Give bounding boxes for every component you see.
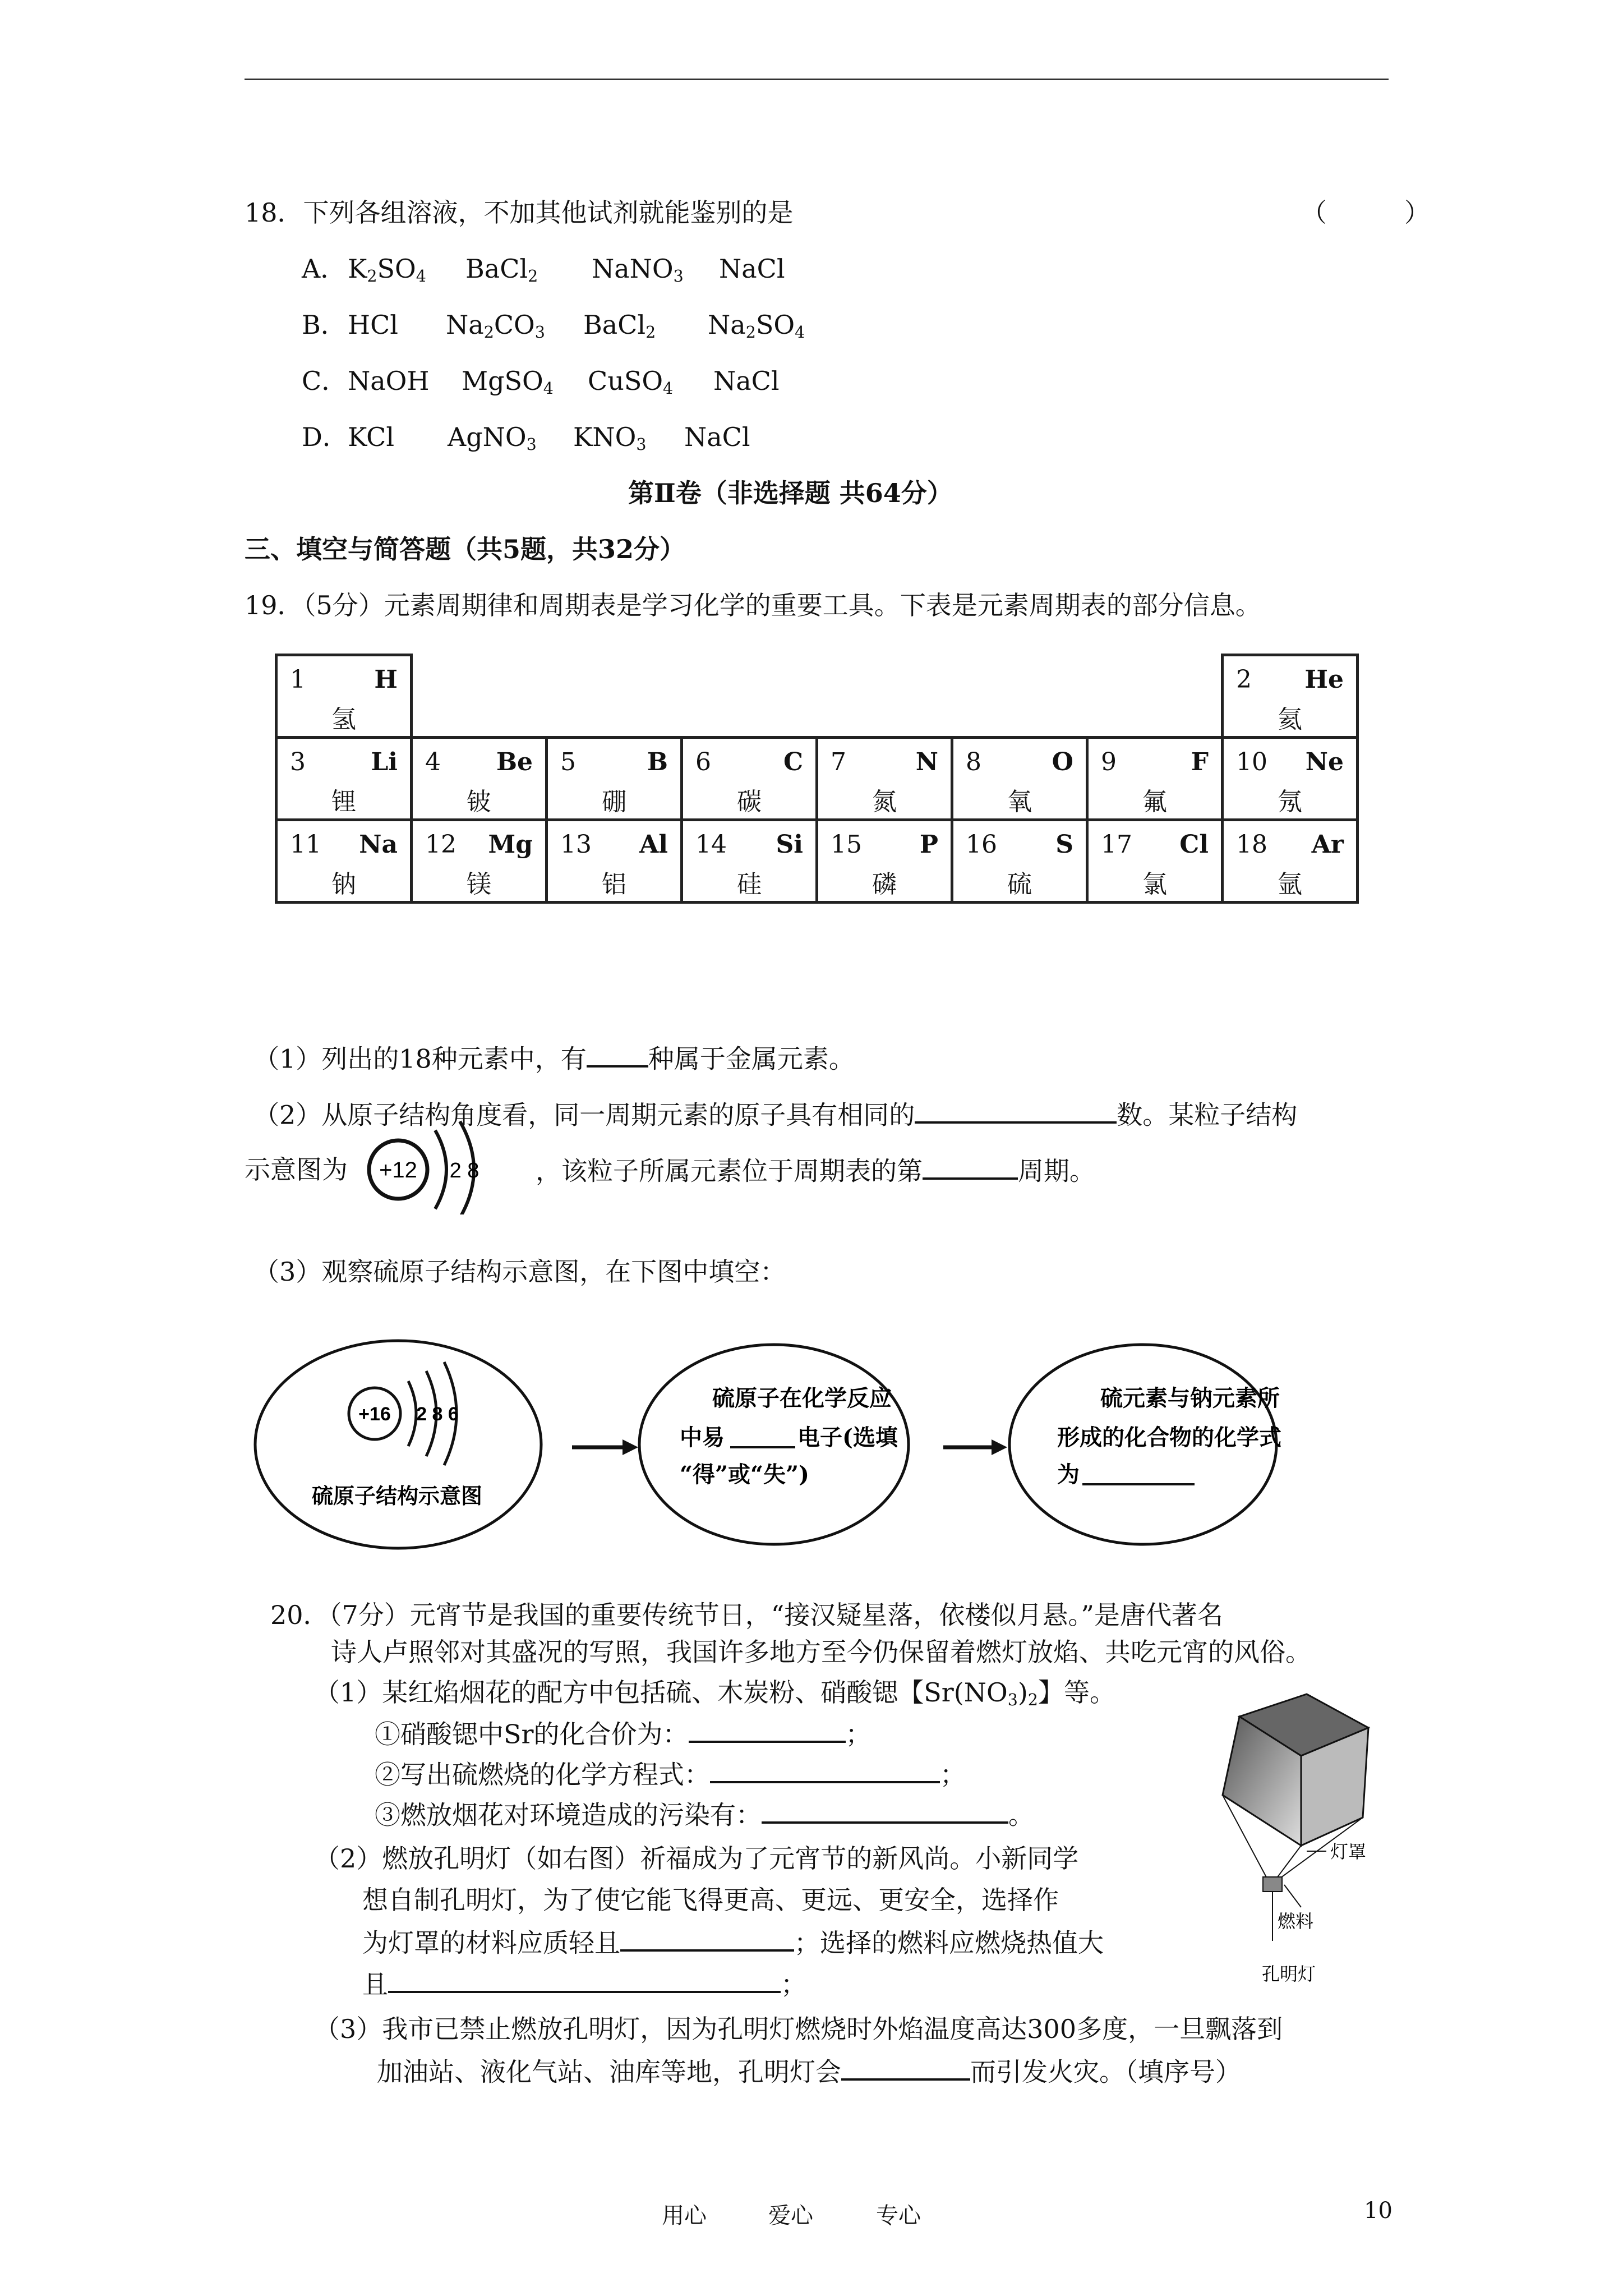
sulfur-flow-diagram [252, 1335, 1352, 1554]
element-symbol: S [1055, 830, 1073, 859]
atomic-number: 1 [290, 665, 306, 694]
element-cell [276, 820, 412, 903]
element-cell [547, 738, 682, 820]
q18-stem: 18．下列各组溶液，不加其他试剂就能鉴别的是 [245, 197, 794, 228]
table-gap [1087, 655, 1223, 738]
element-symbol: Na [359, 830, 398, 859]
q20-stem-line1: 20．（7分）元宵节是我国的重要传统节日，“接汉疑星落，依楼似月悬。”是唐代著名 [270, 1600, 1223, 1630]
atomic-number: 7 [831, 748, 846, 776]
element-cell [412, 738, 547, 820]
q18-formula: NaCl [719, 254, 785, 284]
element-name: 氢 [331, 705, 356, 734]
element-cell [817, 738, 952, 820]
element-name: 锂 [331, 788, 356, 816]
part2-title: 第Ⅱ卷（非选择题 共64分） [628, 478, 953, 508]
label-shade: 灯罩 [1330, 1841, 1367, 1862]
blank-equation[interactable] [710, 1758, 940, 1783]
q18-formula: NaNO$_3$ [592, 254, 684, 286]
q19-part1: （1）列出的18种元素中，有 种属于金属元素。 [253, 1042, 855, 1075]
element-cell [1223, 655, 1358, 738]
mg-nucleus-label: +12 [379, 1158, 417, 1182]
oval3-line3: 为 [1057, 1461, 1080, 1488]
element-name: 硼 [602, 788, 626, 816]
element-name: 氯 [1142, 870, 1167, 899]
atomic-number: 4 [425, 748, 441, 776]
element-cell [412, 820, 547, 903]
page-number: 10 [1364, 2198, 1393, 2224]
element-name: 碳 [737, 788, 762, 816]
header-rule [245, 79, 1389, 80]
atomic-number: 17 [1101, 830, 1132, 859]
q20-stem-line2: 诗人卢照邻对其盛况的写照，我国许多地方至今仍保留着燃灯放焰、共吃元宵的风俗。 [331, 1637, 1311, 1667]
q18-option-label: D． [302, 422, 348, 452]
oval3-line1: 硫元素与钠元素所 [1100, 1385, 1280, 1411]
element-cell [1087, 820, 1223, 903]
element-name: 铝 [602, 870, 626, 899]
element-cell [547, 820, 682, 903]
element-symbol: O [1052, 748, 1073, 776]
element-name: 硅 [737, 870, 762, 899]
q18-option-label: C． [302, 366, 348, 396]
atomic-number: 15 [831, 830, 862, 859]
element-name: 氩 [1278, 870, 1302, 899]
table-gap [682, 655, 817, 738]
q18-formula: KCl [348, 422, 395, 452]
blank-period[interactable] [923, 1154, 1018, 1180]
q18-formula: CuSO$_4$ [588, 366, 674, 398]
table-gap [952, 655, 1087, 738]
element-cell [1087, 738, 1223, 820]
q20-part2-line4: 且 ； [362, 1968, 806, 2000]
q18-formula: BaCl$_2$ [465, 254, 538, 286]
element-name: 镁 [467, 870, 491, 899]
table-gap [817, 655, 952, 738]
blank-shade-material[interactable] [620, 1926, 794, 1952]
q19-part2-line1: （2）从原子结构角度看，同一周期元素的原子具有相同的 数。某粒子结构 [253, 1098, 1297, 1131]
blank-valence[interactable] [689, 1718, 846, 1743]
q20-part1-iii: ③燃放烟花对环境造成的污染有： 。 [375, 1798, 1034, 1831]
q18-formula: MgSO$_4$ [462, 366, 554, 398]
element-name: 氧 [1007, 788, 1032, 816]
table-gap [412, 655, 547, 738]
element-cell [952, 738, 1087, 820]
element-symbol: Be [496, 748, 533, 776]
element-symbol: Ne [1305, 748, 1344, 776]
element-name: 磷 [872, 870, 897, 899]
element-symbol: Al [639, 830, 668, 859]
atomic-number: 9 [1101, 748, 1117, 776]
oval2-line1: 硫原子在化学反应 [712, 1385, 892, 1411]
q20-part3-line2: 加油站、液化气站、油库等地，孔明灯会 而引发火灾。（填序号） [377, 2055, 1241, 2088]
q18-option-label: B． [302, 310, 347, 340]
q18-option-label: A． [302, 254, 347, 284]
atomic-number: 10 [1236, 748, 1267, 776]
q18-answer-paren: （ ） [1301, 197, 1430, 228]
q18-formula: NaCl [684, 422, 750, 452]
element-name: 氖 [1278, 788, 1302, 816]
q18-formula: HCl [348, 310, 399, 340]
q20-part1-i: ①硝酸锶中Sr的化合价为： ； [375, 1718, 872, 1750]
blank-fire-cause[interactable] [841, 2055, 970, 2081]
oval2-line2a: 中易 [680, 1424, 725, 1451]
mg-shell-labels: 2 8 [449, 1159, 479, 1182]
q18-formula: $Na_2SO_4$ [708, 310, 805, 342]
q19-stem: 19．（5分）元素周期律和周期表是学习化学的重要工具。下表是元素周期表的部分信息。 [245, 590, 1261, 620]
element-cell [817, 820, 952, 903]
element-cell [276, 738, 412, 820]
section3-title: 三、填空与简答题（共5题，共32分） [245, 534, 686, 564]
element-symbol: He [1304, 665, 1344, 694]
atomic-number: 14 [695, 830, 727, 859]
atomic-number: 12 [425, 830, 457, 859]
element-symbol: Mg [488, 830, 533, 859]
footer-text-2: 爱心 [768, 2203, 813, 2229]
sulfur-shell-labels: 2 8 6 [416, 1404, 459, 1425]
element-cell [276, 655, 412, 738]
element-name: 氦 [1278, 705, 1302, 734]
element-symbol: Si [776, 830, 803, 859]
oval2-line2b: 电子(选填 [797, 1424, 898, 1451]
q18-formula: BaCl$_2$ [583, 310, 656, 342]
element-name: 钠 [331, 870, 356, 899]
blank-metal-count[interactable] [587, 1042, 648, 1068]
table-gap [547, 655, 682, 738]
element-symbol: Li [371, 748, 398, 776]
mg-ion-structure-diagram [363, 1108, 509, 1214]
element-cell [682, 820, 817, 903]
element-cell [1223, 820, 1358, 903]
element-symbol: Cl [1179, 830, 1209, 859]
label-lantern: 孔明灯 [1262, 1963, 1316, 1985]
q20-part2-line1: （2）燃放孔明灯（如右图）祈福成为了元宵节的新风尚。小新同学 [314, 1843, 1079, 1874]
element-cell [682, 738, 817, 820]
q18-formula: $K_2SO_4$ [348, 254, 426, 286]
oval3-line2: 形成的化合物的化学式 [1057, 1424, 1281, 1451]
blank-shell-count[interactable] [915, 1098, 1117, 1124]
atomic-number: 11 [290, 830, 321, 859]
q20-part3-line1: （3）我市已禁止燃放孔明灯，因为孔明灯燃烧时外焰温度高达300多度，一旦飘落到 [314, 2014, 1283, 2044]
label-fuel: 燃料 [1278, 1911, 1314, 1932]
kongming-lantern-figure [1206, 1683, 1408, 2008]
q19-part2-line2: ，该粒子所属元素位于周期表的第 周期。 [536, 1154, 1095, 1187]
q19-part3: （3）观察硫原子结构示意图，在下图中填空： [253, 1257, 786, 1287]
q18-formula: NaCl [713, 366, 780, 396]
blank-pollution[interactable] [762, 1798, 1008, 1824]
element-cell [1223, 738, 1358, 820]
oval-structure [255, 1341, 541, 1548]
q18-formula: $Na_2CO_3$ [446, 310, 545, 342]
q18-formula: AgNO$_3$ [448, 422, 537, 454]
blank-fuel[interactable] [388, 1968, 781, 1993]
element-symbol: P [919, 830, 938, 859]
atomic-number: 13 [560, 830, 592, 859]
element-cell [952, 820, 1087, 903]
element-symbol: H [374, 665, 398, 694]
element-symbol: C [783, 748, 803, 776]
atomic-number: 8 [966, 748, 981, 776]
sulfur-caption: 硫原子结构示意图 [311, 1483, 483, 1508]
footer-text-1: 用心 [662, 2203, 707, 2229]
q20-part1-ii: ②写出硫燃烧的化学方程式： ； [375, 1758, 966, 1791]
atomic-number: 18 [1236, 830, 1267, 859]
q20-part2-line3: 为灯罩的材料应质轻且 ；选择的燃料应燃烧热值大 [362, 1926, 1104, 1959]
element-symbol: Ar [1311, 830, 1344, 859]
element-symbol: N [915, 748, 938, 776]
atomic-number: 2 [1236, 665, 1252, 694]
element-symbol: F [1191, 748, 1209, 776]
periodic-table [275, 654, 1359, 904]
atomic-number: 3 [290, 748, 306, 776]
element-name: 氟 [1142, 788, 1167, 816]
atomic-number: 16 [966, 830, 997, 859]
atomic-number: 6 [695, 748, 711, 776]
sulfur-nucleus-label: +16 [358, 1404, 391, 1425]
q18-formula: NaOH [348, 366, 430, 396]
element-symbol: B [647, 748, 668, 776]
q19-part2-label: 示意图为 [245, 1154, 348, 1185]
q20-part2-line2: 想自制孔明灯，为了使它能飞得更高、更远、更安全，选择作 [362, 1885, 1059, 1915]
q18-formula: $KNO_3$ [573, 422, 647, 454]
element-name: 铍 [467, 788, 491, 816]
element-name: 硫 [1007, 870, 1032, 899]
q20-part1: （1）某红焰烟花的配方中包括硫、木炭粉、硝酸锶【$Sr(NO_3)_2$】等。 [314, 1677, 1115, 1710]
oval2-line3: “得”或“失”) [680, 1461, 809, 1488]
atomic-number: 5 [560, 748, 576, 776]
footer-text-3: 专心 [876, 2203, 921, 2229]
arrow-2 [943, 1439, 1007, 1455]
element-name: 氮 [872, 788, 897, 816]
arrow-1 [572, 1439, 638, 1455]
